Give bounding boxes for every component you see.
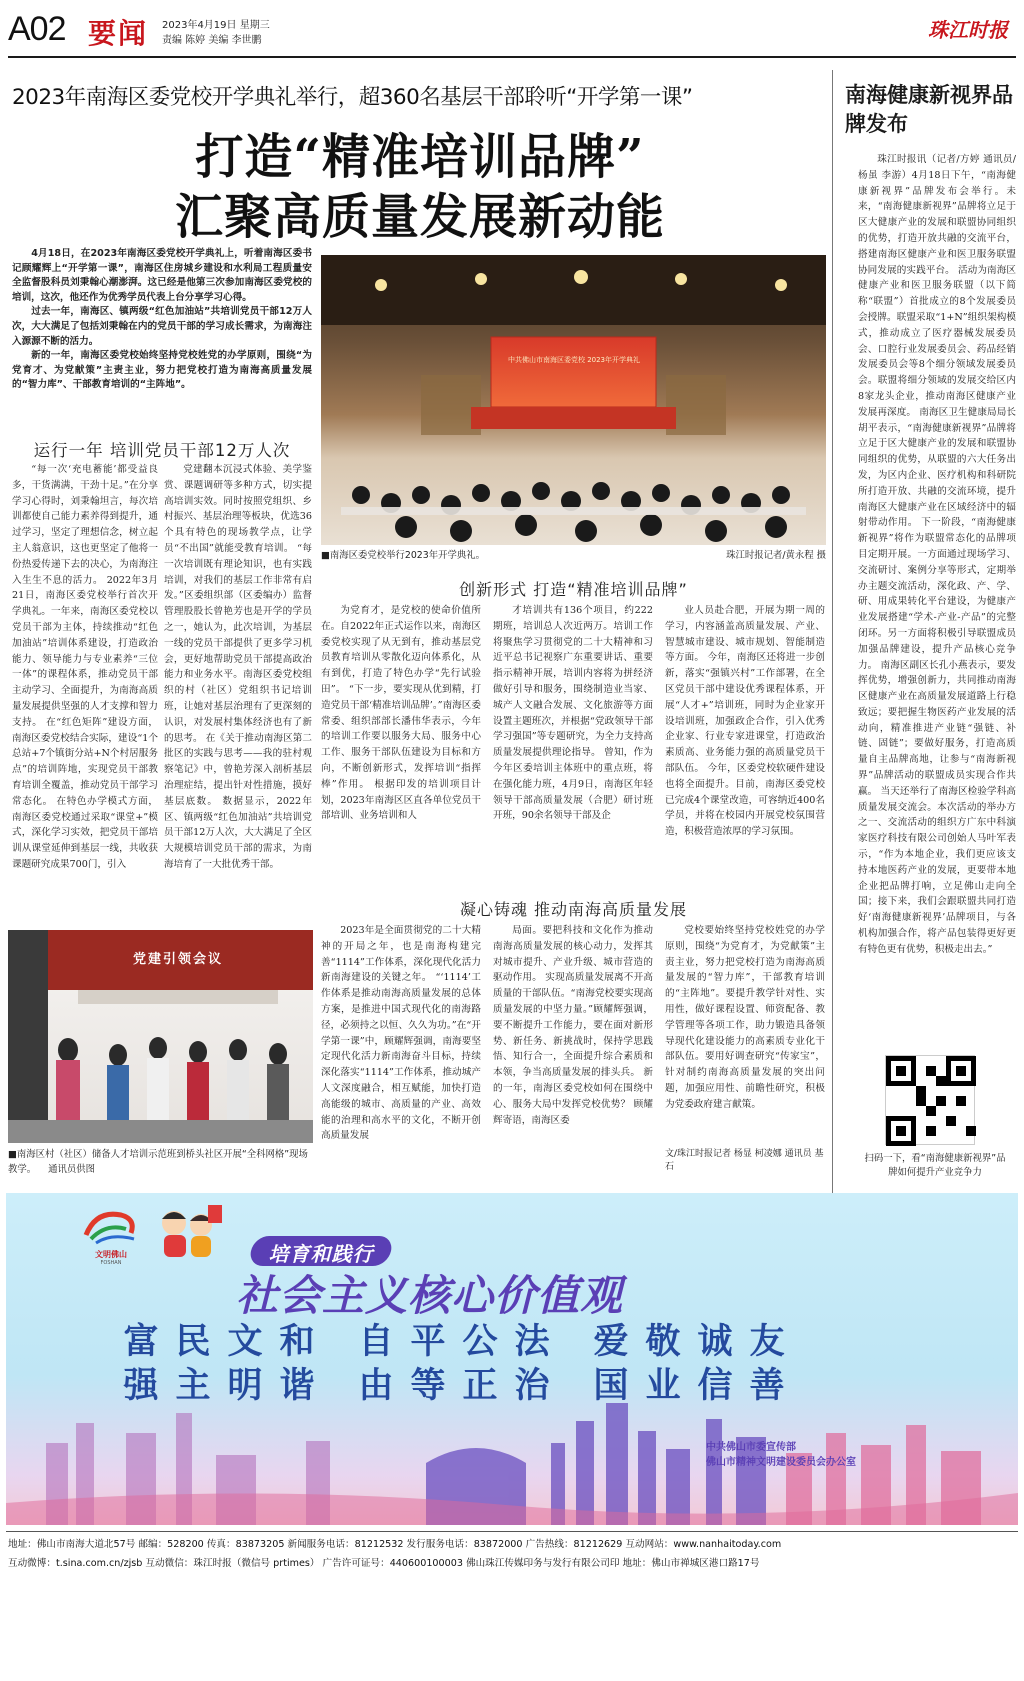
column-text: 为党育才，是党校的使命价值所在。自2022年正式运作以来，南海区委党校实现了从无到有，推动基层党员教育培训从零散化迈向体系化，从有到优，打造了特色办学“先行试验田”。 “下一步，要实现从优到精，打造党员干部‘精准培训品牌’。”南海区委常委、组织部部长潘伟华表示，今年的培训工作要以服务大局、服务中心工作、服务干部队伍建设为目标和方向，不断创新形式，发挥培训“指挥棒”作用。 根据印发的培训项目计划，2023年南海区区直各单位党员干部培训、业务培训和人 <box>321 605 481 822</box>
photo2-caption <box>8 1147 313 1179</box>
footer-line-2: 互动微博：t.sina.com.cn/zjsb 互动微信：珠江时报（微信号 prtimes） 广告许可证号：440600100003 佛山珠江传媒印务与发行有限公司印 地址：佛山市禅城区港口路17号 <box>8 1558 760 1569</box>
core-value-character: 爱 <box>593 1322 629 1362</box>
logo-subtext: FOSHAN <box>100 1260 122 1266</box>
stage-screen-text: 中共佛山市南海区委党校 2023年开学典礼 <box>507 356 641 364</box>
page-number: A02 <box>8 10 66 48</box>
core-value-character: 信 <box>697 1366 733 1406</box>
logo-text: 文明佛山 <box>95 1250 127 1259</box>
intro-paragraph: 过去一年，南海区、镇两级“红色加油站”共培训党员干部12万人次，大大满足了包括刘秉翰在内的党员干部的学习成长需求，为南海注入源源不断的活力。 <box>12 306 312 347</box>
article-column-1 <box>12 462 158 917</box>
core-value-character: 敬 <box>645 1322 681 1362</box>
core-value-character: 明 <box>227 1366 263 1406</box>
article-byline: 文/珠江时报记者 杨显 柯凌娜 通讯员 基石 <box>665 1149 824 1172</box>
mascot-icon <box>146 1201 226 1261</box>
qr-code[interactable] <box>885 1055 975 1145</box>
core-values-ad <box>6 1193 1018 1525</box>
article-column-2 <box>164 462 312 917</box>
paper-logo: 珠江时报 <box>928 18 1008 42</box>
slogan-title: 社会主义核心价值观 <box>236 1271 624 1320</box>
column-text: 2023年是全面贯彻党的二十大精神的开局之年，也是南海构建完善“1114”工作体系，深化现代化活力新南海建设的关键之年。 “‘1114’工作体系是推动南海高质量发展的总体方案，是推进中国式现代化的南海路径，必须持之以恒、久久为功。”在“开学第一课”中，顾耀辉强调，南海要坚定现代化活力新南海奋斗目标，持续深化落实“1114”工作体系，推动城产人文深度融合，相互赋能，加快打造高能级的城市、高质量的产业、高效能的治理和高水平的文化，不断开创高质量发展 <box>321 925 481 1142</box>
ad-sponsor-1: 中共佛山市委宣传部 <box>706 1442 796 1453</box>
article-column-6 <box>321 923 481 1178</box>
lead-kicker: 2023年南海区委党校开学典礼举行，超360名基层干部聆听“开学第一课” <box>12 85 693 110</box>
wall-banner-text: 党建引领会议 <box>132 952 223 967</box>
lead-headline-line2: 汇聚高质量发展新动能 <box>174 189 665 245</box>
photo2-caption-text: ■南海区村（社区）储备人才培训示范班到桥头社区开展“全科网格”现场教学。 <box>8 1149 308 1175</box>
intro-paragraph: 4月18日，在2023年南海区委党校开学典礼上，听着南海区委书记顾耀辉上“开学第一课”，南海区住房城乡建设和水利局工程质量安全监督股科员刘秉翰心潮澎湃。这已经是他第三次参加南海区委党校的培训，这次，他还作为优秀学员代表上台分享学习心得。 <box>12 248 312 303</box>
auditorium-illustration <box>321 255 826 545</box>
photo-opening-ceremony <box>321 255 826 545</box>
slogan-tag-text: 培育和践行 <box>268 1242 374 1266</box>
photo2-credit: 通讯员供图 <box>48 1164 96 1175</box>
core-value-character: 善 <box>749 1366 785 1406</box>
core-value-character: 主 <box>175 1366 211 1406</box>
core-value-character: 谐 <box>279 1366 315 1406</box>
core-value-character: 和 <box>279 1322 315 1362</box>
section-name: 要闻 <box>88 17 149 50</box>
core-value-character: 平 <box>410 1322 446 1362</box>
sidebar-headline: 南海健康新视界品牌发布 <box>845 82 1013 136</box>
issue-date: 2023年4月19日 星期三 <box>162 20 270 31</box>
core-value-character: 强 <box>123 1366 159 1406</box>
sidebar-article <box>858 152 1016 1030</box>
column-text: 党建翻本沉浸式体验、美学鉴赏、课题调研等多种方式，切实提高培训实效。同时按照党组织、乡村振兴、基层治理等板块，优选36个具有特色的现场教学点，让学员“不出国”就能受教育培训。 “每一次培训既有理论知识，也有实践培训，对我们的基层工作非常有启发。”区委组织部（区委编办）监督管理股股长曾艳芳也是开学的学员之一，她认为，此次培训，为基层一线的党员干部提供了更多学习机会，更好地帮助党员干部提高政治能力和业务水平。南海区委党校组织的村（社区）党组织书记培训班，让她对基层治理有了更深刻的认识，对发展村集体经济也有了新的思考。 在《关于推动南海区第二批区的实践与思考——我的驻村观察笔记》中，曾艳芳深入剖析基层治理症结，提出针对性措施，摸好基层底数。 数据显示，2022年区、镇两级“红色加油站”共培训党员干部12万人次，大大满足了全区大规模培训党员干部的需求，为南海培育了一大批优秀干部。 <box>164 464 312 870</box>
footer-rule <box>6 1531 1018 1532</box>
logo-swirl-icon <box>76 1205 146 1245</box>
core-value-character: 由 <box>358 1366 394 1406</box>
qr-caption: 扫码一下，看“南海健康新视界”品牌如何提升产业竞争力 <box>864 1153 1006 1178</box>
core-value-character: 自 <box>358 1322 394 1362</box>
footer-line-1: 地址：佛山市南海大道北57号 邮编：528200 传真：83873205 新闻服务电话：81212532 发行服务电话：83872000 广告热线：81212629 互动网站：www.nanhaitoday.com <box>8 1539 782 1550</box>
article-column-7 <box>493 923 653 1178</box>
core-value-character: 等 <box>410 1366 446 1406</box>
article-column-3 <box>321 603 481 873</box>
column-text: 业人员赴合肥，开展为期一周的学习，内容涵盖高质量发展、产业、智慧城市建设、城市规划、智能制造等方面。 今年，南海区还将进一步创新，落实“强镇兴村”工作部署，在全区党员干部中建设优秀课程体系，开展“人才+”培训班，同时为企业家开设培训班，加强政企合作，引入优秀企业家、行业专家进课堂，打造政治素质高、业务能力强的高质量党员干部队伍。 今年，区委党校软硬件建设也将全面提升。目前，南海区委党校已完成4个课堂改造，可容纳近400名学员，并将在校园内开展党校氛围营造，积极营造浓厚的学习氛围。 <box>665 605 825 838</box>
core-value-character: 富 <box>123 1322 159 1362</box>
intro-paragraph: 新的一年，南海区委党校始终坚持党校姓党的办学原则，围绕“为党育才、为党献策”主责主业，努力把党校打造为南海高质量发展的“智力库”、干部教育培训的“主阵地”。 <box>12 350 312 391</box>
editors-credit: 责编 陈婷 美编 李世鹏 <box>162 35 262 46</box>
values-row <box>118 1321 808 1364</box>
lead-intro <box>12 247 312 425</box>
core-value-character: 民 <box>175 1322 211 1362</box>
article-column-5 <box>665 603 825 873</box>
column-text: 才培训共有136个项目，约222期班，培训总人次近两万。培训工作将聚焦学习贯彻党的二十大精神和习近平总书记视察广东重要讲话、重要指示精神开展，培训内容将为拼经济做好引导和服务，围绕制造业当家、城产人文融合发展、文化旅游等方面设置主题班次，并根据“党政领导干部学习强国”等专题研究，为全力支持高质量发展提供理论指导。 曾知，作为今年区委培训主体班中的重点班，将在强化能力班，4月9日，南海区年轻领导干部高质量发展（合肥）研讨班开班，90余名领导干部及企 <box>493 605 653 822</box>
photo-community-training <box>8 930 313 1143</box>
sidebar-text: 珠江时报讯（记者/方婷 通讯员/杨虽 李游）4月18日下午，“南海健康新视界”品牌发布会举行。未来，“南海健康新视界”品牌将立足于区大健康产业的发展和联盟协同组织的优势，打造开放共融的交流平台，搭建南海区健康产业和医卫服务联盟协同发展的实践平台。 活动为南海区健康产业和医卫服务联盟（以下简称“联盟”）首批成立的8个发展委员会授牌。联盟采取“1+N”组织架构模式，推动成立了医疗器械发展委员会、口腔行业发展委员会、药品经销发展委员会等8个细分领域发展委员会。联盟将细分领域的发展交给区内8家龙头企业，推动南海区健康产业发展再深度。 南海区卫生健康局局长胡平表示，“南海健康新视界”品牌将立足于区大健康产业的发展和联盟协同组织的优势，从联盟的六大任务出发，为区内企业、医疗机构和科研院所打造开放、共融的交流环境，提升南海区大健康产业在区域经济中的辐射带动作用。 下一阶段，“南海健康新视界”将作为联盟常态化的品牌项目定期开展。一方面通过现场学习、交流研讨、案例分享等形式，定期举办主题交流活动，深化政、产、学、研、用成果转化平台建设，为健康产业发展搭建“学术-产业-产品”的完整闭环。另一方面将积极引导联盟成员加强品牌建设，提升产品核心竞争力。 南海区副区长孔小燕表示，要发挥优势，增强创新力，共同推动南海区健康产业在高质量发展道路上行稳致远；要把握生物医药产业发展的活动向，精准推进产业链“强链、补链、固链”；要做好服务，打造高质量自主品牌高地，让参与“南海新视界”品牌活动的联盟成员实现合作共赢。 当天还举行了南海区检验学科高质量发展交流会。本次活动的举办方之一、交流活动的组织方广东中科演家医疗科技有限公司创始人马叶军表示，“作为本地企业，我们更应该支持本地医药产业的发展，更要带本地企业把品牌打响，立足佛山走向全国；接下来，我们会跟联盟共同打造好‘南海健康新视界’品牌项目，与各机构加强合作，将产品包装得更好更有特色更有优势，积极走出去。” <box>858 154 1016 955</box>
article-column-8 <box>665 923 825 1145</box>
page-bottom-margin <box>0 1575 1024 1681</box>
sidebar-divider <box>832 70 833 1230</box>
core-value-character: 治 <box>514 1366 550 1406</box>
civilization-logo <box>76 1205 146 1266</box>
core-value-character: 正 <box>462 1366 498 1406</box>
masthead <box>0 0 1024 56</box>
section-subhead: 运行一年 培训党员干部12万人次 <box>33 441 291 460</box>
photo1-credit: 珠江时报记者/黄永程 摄 <box>726 550 826 561</box>
core-value-character: 公 <box>462 1322 498 1362</box>
lead-headline-line1: 打造“精准培训品牌” <box>195 129 645 185</box>
ad-sponsor-2: 佛山市精神文明建设委员会办公室 <box>706 1457 856 1468</box>
core-value-character: 法 <box>514 1322 550 1362</box>
values-row <box>118 1365 808 1408</box>
mascot-illustration <box>146 1201 226 1261</box>
core-value-character: 业 <box>645 1366 681 1406</box>
column-text: 局面。要把科技和文化作为推动南海高质量发展的核心动力，发挥其对城市提升、产业升级、城市营造的驱动作用。 实现高质量发展离不开高质量的干部队伍。“南海党校要实现高质量发展的中坚力量。”顾耀辉强调，要不断提升工作能力，要在面对新形势、新任务、新挑战时，保持学思践悟、知行合一，全面提升综合素质和本领，争当高质量发展的排头兵。 新的一年，南海区委党校如何在围绕中心、服务大局中发挥党校优势？ 顾耀辉寄语，南海区委 <box>493 925 653 1126</box>
core-value-character: 国 <box>593 1366 629 1406</box>
qr-pattern <box>886 1056 976 1146</box>
core-value-character: 诚 <box>697 1322 733 1362</box>
photo1-caption: ■南海区委党校举行2023年开学典礼。 <box>321 550 485 561</box>
section-subhead: 凝心铸魂 推动南海高质量发展 <box>459 900 688 919</box>
article-column-4 <box>493 603 653 873</box>
core-value-character: 友 <box>749 1322 785 1362</box>
column-text: “每一次‘充电蓄能’都受益良多，干货满满，干劲十足。”在分享学习心得时，刘秉翰坦言，每次培训都使自己能力素养得到提升，通过学习，坚定了理想信念，树立起主人翁意识，这也更坚定了他将一份热爱传递下去的决心，为南海注入生生不息的活力。 2022年3月21日，南海区委党校举行首次开学典礼。一年来，南海区委党校以党员干部为主体，持续推动“红色加油站”培训体系建设，打造政治能力、领导能力与专业素养“三位一体”的课程体系，推动党员干部主动学习、全面提升，为南海高质量发展提供坚强的人才支撑和智力支持。 在“红色矩阵”建设方面，南海区委党校结合实际，建设“1个总站+7个镇街分站+N个村居服务点”的培训阵地，实现党员干部教育培训全覆盖，推动党员干部学习常态化。 在特色办学模式方面，南海区委党校通过采取“课堂+”模式，深化学习实效，把党员干部培训从课堂延伸到基层一线，共收获课题研究成果700门，引入 <box>12 464 158 870</box>
masthead-rule <box>8 56 1016 58</box>
section-subhead: 创新形式 打造“精准培训品牌” <box>459 580 688 599</box>
column-text: 党校要始终坚持党校姓党的办学原则，围绕“为党育才，为党献策”主责主业，努力把党校打造为南海高质量发展的“智力库”，干部教育培训的“主阵地”。要提升教学针对性、实用性，做好课程设置、师资配备、教学管理等各项工作，助力锻造具备领导现代化建设能力的高素质专业化干部队伍。要用好调查研究“传家宝”，针对制约南海高质量发展的突出问题，加强应用性、前瞻性研究，积极为党委政府建言献策。 <box>665 925 825 1110</box>
core-values-grid <box>118 1321 808 1411</box>
core-value-character: 文 <box>227 1322 263 1362</box>
